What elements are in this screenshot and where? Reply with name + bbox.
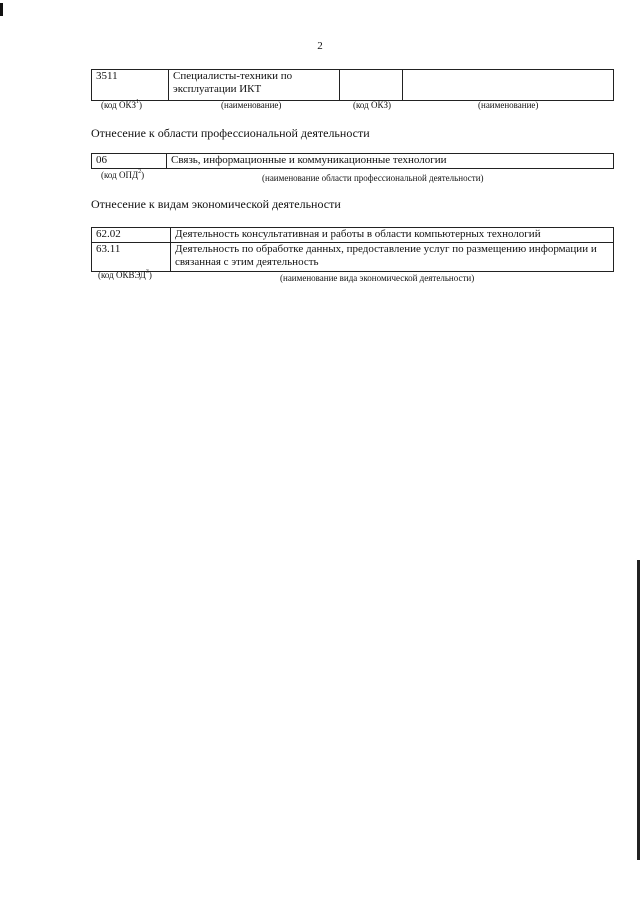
okz-name2-caption: (наименование) — [478, 100, 539, 110]
scan-mark — [0, 3, 3, 16]
okved-heading: Отнесение к видам экономической деятельности — [91, 197, 341, 211]
opd-heading: Отнесение к области профессиональной деятельности — [91, 126, 370, 140]
okz-code-cell: 3511 — [92, 70, 169, 101]
opd-table — [91, 153, 614, 169]
opd-code-caption-text: (код ОПД — [101, 170, 139, 180]
page-number: 2 — [317, 40, 323, 52]
okved-name-caption: (наименование вида экономической деятельности) — [280, 273, 475, 283]
table-row — [92, 243, 614, 272]
okved-name-cell: Деятельность консультативная и работы в области компьютерных технологий — [171, 228, 614, 243]
opd-code-caption: (код ОПД$^2$) — [101, 169, 145, 180]
okved-code-cell: 62.02 — [92, 228, 171, 243]
table-row — [92, 154, 614, 169]
okved-code-caption-text: (код ОКВЭД — [98, 270, 146, 280]
okved-table — [91, 227, 614, 272]
opd-name-cell: Связь, информационные и коммуникационные технологии — [167, 154, 614, 169]
okz-table — [91, 69, 614, 101]
okz-code-caption-text: (код ОКЗ — [101, 100, 136, 110]
table-row — [92, 228, 614, 243]
opd-code-cell: 06 — [92, 154, 167, 169]
opd-footnote-mark: 2 — [138, 169, 142, 175]
table-row — [92, 70, 614, 101]
okved-footnote-mark: 3 — [145, 269, 149, 275]
okz-name2-cell — [403, 70, 614, 101]
okved-code-cell: 63.11 — [92, 243, 171, 272]
okz-footnote-mark: 1 — [136, 99, 139, 105]
okz-code2-caption: (код ОКЗ) — [353, 100, 391, 110]
okved-code-caption: (код ОКВЭД$^3$) — [98, 269, 152, 280]
okz-code2-cell — [340, 70, 403, 101]
okz-name-cell: Специалисты-техники по эксплуатации ИКТ — [169, 70, 340, 101]
opd-name-caption: (наименование области профессиональной деятельности) — [262, 173, 484, 183]
okz-code-caption: (код ОКЗ$^1$) — [101, 99, 142, 110]
okved-name-cell: Деятельность по обработке данных, предоставление услуг по размещению информации и связанная с этим деятельность — [171, 243, 614, 272]
okz-name-caption: (наименование) — [221, 100, 282, 110]
